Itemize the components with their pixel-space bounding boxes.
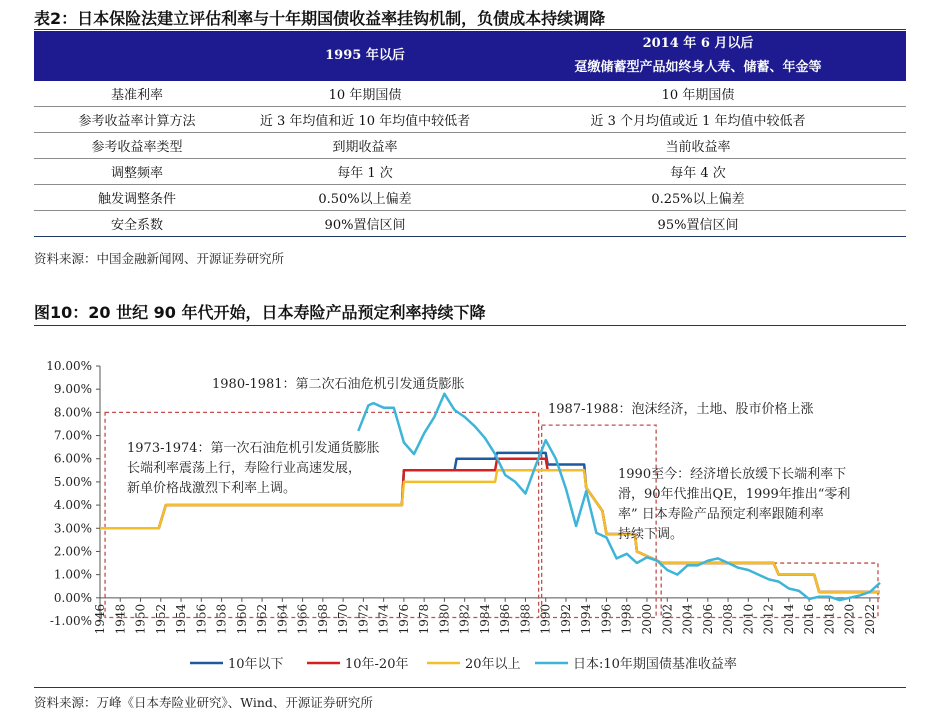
figure-source: 资料来源：万峰《日本寿险业研究》、Wind、开源证券研究所 bbox=[34, 695, 373, 710]
cell-1995: 90%置信区间 bbox=[240, 211, 490, 237]
x-tick-label: 2018 bbox=[822, 603, 837, 635]
annotation-1990-line2: 滑，90年代推出QE，1999年推出“零利 bbox=[618, 487, 851, 502]
x-tick-label: 1970 bbox=[336, 603, 351, 635]
x-tick-label: 1974 bbox=[376, 603, 391, 635]
cell-2014: 近 3 个月均值或近 1 年均值中较低者 bbox=[490, 107, 906, 133]
y-tick-label: 6.00% bbox=[53, 451, 92, 466]
row-label: 触发调整条件 bbox=[34, 185, 240, 211]
y-tick-label: 3.00% bbox=[53, 521, 92, 536]
table-row bbox=[34, 159, 906, 185]
x-tick-label: 1950 bbox=[133, 603, 148, 635]
annotation-1973-line1: 1973-1974：第一次石油危机引发通货膨胀 bbox=[127, 441, 380, 456]
cell-2014: 10 年期国债 bbox=[490, 81, 906, 107]
x-tick-label: 2022 bbox=[862, 603, 877, 635]
header-blank bbox=[34, 31, 240, 81]
x-tick-label: 1958 bbox=[214, 603, 229, 635]
x-tick-label: 1978 bbox=[417, 603, 432, 635]
x-tick-label: 1954 bbox=[174, 603, 189, 635]
annotation-1980: 1980-1981：第二次石油危机引发通货膨胀 bbox=[212, 377, 465, 392]
cell-2014: 95%置信区间 bbox=[490, 211, 906, 237]
y-tick-label: 1.00% bbox=[53, 567, 92, 582]
x-tick-label: 1986 bbox=[498, 603, 513, 635]
cell-2014: 当前收益率 bbox=[490, 133, 906, 159]
header-1995: 1995 年以后 bbox=[240, 31, 490, 81]
table-title: 表2：日本保险法建立评估利率与十年期国债收益率挂钩机制，负债成本持续调降 bbox=[34, 9, 606, 28]
y-tick-label: 5.00% bbox=[53, 474, 92, 489]
row-label: 基准利率 bbox=[34, 81, 240, 107]
x-tick-label: 1990 bbox=[538, 603, 553, 635]
legend-label-0: 10年以下 bbox=[228, 657, 284, 672]
legend-label-1: 10年-20年 bbox=[345, 657, 409, 672]
cell-1995: 0.50%以上偏差 bbox=[240, 185, 490, 211]
header-2014: 2014 年 6 月以后 趸缴储蓄型产品如终身人寿、储蓄、年金等 bbox=[490, 31, 906, 81]
x-tick-label: 1972 bbox=[356, 603, 371, 635]
legend-label-2: 20年以上 bbox=[465, 657, 521, 672]
x-tick-label: 1952 bbox=[153, 603, 168, 635]
annotation-1973-line2: 长端利率震荡上行，寿险行业高速发展， bbox=[127, 461, 362, 476]
x-tick-label: 1964 bbox=[275, 603, 290, 635]
x-tick-label: 2008 bbox=[721, 603, 736, 635]
x-tick-label: 2006 bbox=[700, 603, 715, 635]
y-tick-label: -1.00% bbox=[49, 614, 92, 628]
annotation-1987: 1987-1988：泡沫经济，土地、股市价格上涨 bbox=[548, 402, 814, 417]
x-tick-label: 1982 bbox=[457, 603, 472, 635]
y-tick-label: 7.00% bbox=[53, 428, 92, 443]
x-tick-label: 1980 bbox=[437, 603, 452, 635]
figure-top-rule bbox=[34, 325, 906, 326]
x-tick-label: 1968 bbox=[315, 603, 330, 635]
row-label: 调整频率 bbox=[34, 159, 240, 185]
x-tick-label: 1976 bbox=[396, 603, 411, 635]
cell-1995: 到期收益率 bbox=[240, 133, 490, 159]
y-tick-label: 8.00% bbox=[53, 405, 92, 420]
legend-label-3: 日本:10年期国债基准收益率 bbox=[573, 657, 737, 672]
x-tick-label: 1998 bbox=[619, 603, 634, 635]
x-tick-label: 2004 bbox=[680, 603, 695, 635]
y-tick-label: 4.00% bbox=[53, 498, 92, 513]
table-row bbox=[34, 185, 906, 211]
table-top-rule bbox=[34, 29, 906, 30]
figure-title: 图10：20 世纪 90 年代开始，日本寿险产品预定利率持续下降 bbox=[34, 303, 486, 322]
x-tick-label: 1988 bbox=[518, 603, 533, 635]
table-row bbox=[34, 107, 906, 133]
rate-line-chart bbox=[0, 330, 935, 686]
x-tick-label: 1966 bbox=[295, 603, 310, 635]
x-tick-label: 2016 bbox=[802, 603, 817, 635]
x-tick-label: 1992 bbox=[558, 603, 573, 635]
x-tick-label: 1994 bbox=[579, 603, 594, 635]
row-label: 参考收益率计算方法 bbox=[34, 107, 240, 133]
y-tick-label: 9.00% bbox=[53, 382, 92, 397]
cell-1995: 每年 1 次 bbox=[240, 159, 490, 185]
cell-1995: 近 3 年均值和近 10 年均值中较低者 bbox=[240, 107, 490, 133]
x-tick-label: 1948 bbox=[113, 603, 128, 635]
y-tick-label: 10.00% bbox=[46, 359, 92, 373]
x-tick-label: 2020 bbox=[842, 603, 857, 635]
annotation-1990-line3: 率” 日本寿险产品预定利率跟随利率 bbox=[618, 507, 824, 522]
y-tick-label: 0.00% bbox=[53, 590, 92, 605]
table-source: 资料来源：中国金融新闻网、开源证券研究所 bbox=[34, 251, 285, 266]
x-tick-label: 1984 bbox=[477, 603, 492, 635]
table-row bbox=[34, 133, 906, 159]
cell-2014: 0.25%以上偏差 bbox=[490, 185, 906, 211]
table-row bbox=[34, 211, 906, 237]
annotation-1990-line1: 1990至今：经济增长放缓下长端利率下 bbox=[618, 467, 847, 482]
x-tick-label: 2014 bbox=[781, 603, 796, 635]
annotation-1973-line3: 新单价格战激烈下利率上调。 bbox=[127, 481, 297, 496]
row-label: 参考收益率类型 bbox=[34, 133, 240, 159]
table-row bbox=[34, 81, 906, 107]
cell-2014: 每年 4 次 bbox=[490, 159, 906, 185]
annotation-1990-line4: 持续下调。 bbox=[618, 527, 684, 542]
figure-bottom-rule bbox=[34, 687, 906, 688]
table-header-row bbox=[34, 31, 906, 81]
x-tick-label: 2012 bbox=[761, 603, 776, 635]
assessment-rate-table bbox=[34, 31, 906, 237]
cell-1995: 10 年期国债 bbox=[240, 81, 490, 107]
x-tick-label: 1960 bbox=[234, 603, 249, 635]
row-label: 安全系数 bbox=[34, 211, 240, 237]
y-tick-label: 2.00% bbox=[53, 544, 92, 559]
x-tick-label: 1996 bbox=[599, 603, 614, 635]
x-tick-label: 1962 bbox=[255, 603, 270, 635]
x-tick-label: 2002 bbox=[660, 603, 675, 635]
x-tick-label: 2000 bbox=[640, 603, 655, 635]
x-tick-label: 1946 bbox=[93, 603, 107, 635]
x-tick-label: 2010 bbox=[741, 603, 756, 635]
x-tick-label: 1956 bbox=[194, 603, 209, 635]
